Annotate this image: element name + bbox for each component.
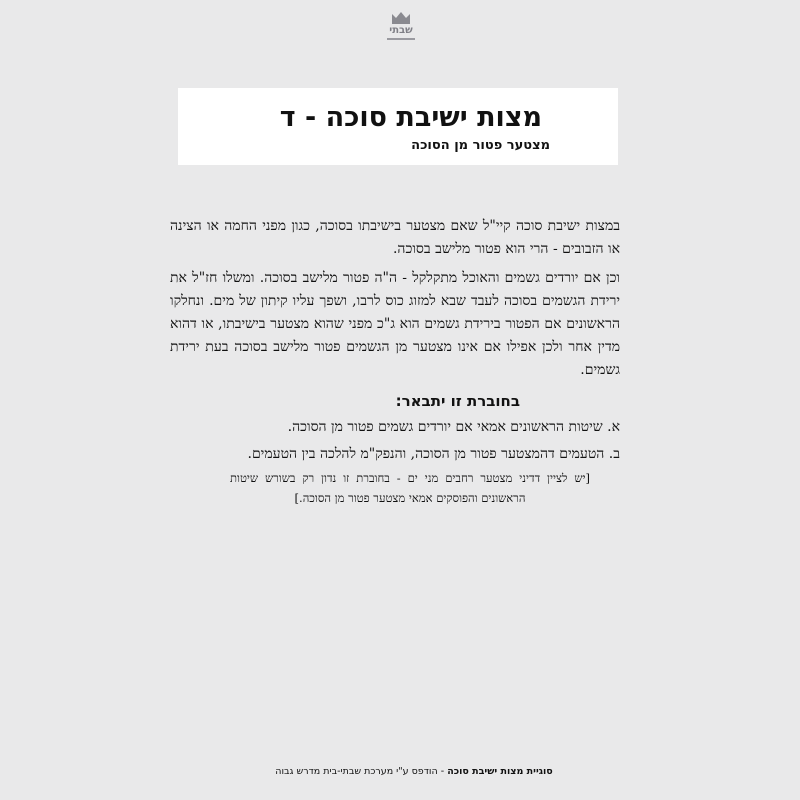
paragraph-1: במצות ישיבת סוכה קיי"ל שאם מצטער בישיבתו בסוכה, כגון מפני החמה או הצינה או הזבובים - הרי הוא פטור מלישב בסוכה.: [170, 218, 620, 257]
footer: [254, 766, 574, 777]
page-title: מצות ישיבת סוכה - ד: [279, 102, 542, 133]
logo-underline: [387, 38, 415, 40]
page-subtitle: מצטער פטור מן הסוכה: [411, 138, 550, 153]
logo-text: שבתי: [389, 25, 413, 36]
list-item: א. שיטות הראשונים אמאי אם יורדים גשמים פטור מן הסוכה.: [287, 419, 620, 435]
topics-list: [170, 414, 620, 468]
footer-title: סוגיית מצות ישיבת סוכה: [447, 766, 553, 777]
paragraph-2: וכן אם יורדים גשמים והאוכל מתקלקל - ה"ה פטור מלישב בסוכה. ומשלו חז"ל את ירידת הגשמים בסוכה לעבד שבא למזוג כוס לרבו, ושפך עליו קיתון של מים. ונחלקו הראשונים אם הפטור בירידת גשמים הוא ג"כ מפני שהוא מצטער בישיבתו, או דהוא מדין אחר ולכן אפילו אם אינו מצטער מן הגשמים פטור מלישב בסוכה בעת ירידת גשמים.: [170, 270, 620, 378]
title-box: [178, 88, 618, 165]
footer-credit: - הודפס ע"י מערכת שבתי-בית מדרש גבוה: [275, 766, 448, 777]
main-content: [170, 215, 620, 468]
note: [יש לציין דדיני מצטער רחבים מני ים - בחוברת זו נדון רק בשורש שיטות הראשונים והפוסקים אמאי מצטער פטור מן הסוכה.]: [230, 471, 590, 505]
list-item: ב. הטעמים דהמצטער פטור מן הסוכה, והנפק"מ להלכה בין הטעמים.: [247, 446, 620, 462]
crown-icon: [390, 10, 412, 24]
logo: [383, 10, 419, 50]
section-heading: בחוברת זו יתבאר:: [395, 392, 520, 410]
